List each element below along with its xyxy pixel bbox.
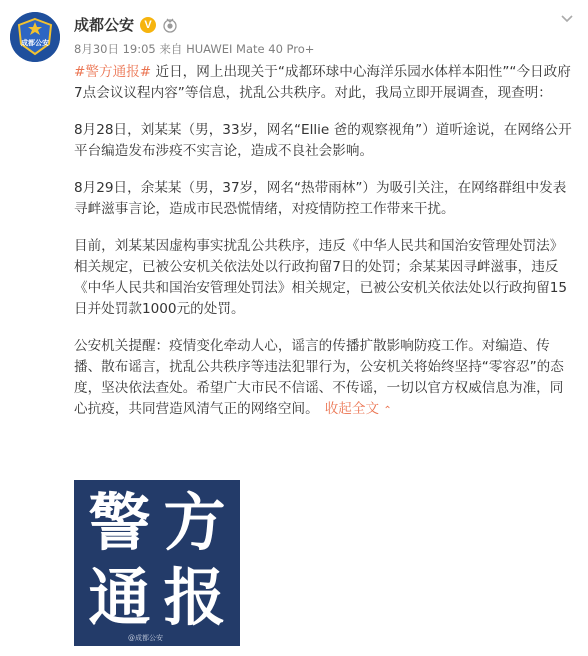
image-char: 警 (88, 486, 151, 559)
paragraph-1-text: 近日，网上出现关于“成都环球中心海洋乐园水体样本阳性”“今日政府7点会议议程内容”等信息，扰乱公共秩序。对此，我局立即开展调查，现查明： (74, 64, 571, 101)
image-char: 通 (88, 561, 151, 634)
image-char: 方 (163, 486, 226, 559)
verified-icon: V (140, 17, 156, 33)
account-name[interactable]: 成都公安 (74, 16, 135, 34)
medal-icon[interactable] (162, 17, 178, 33)
image-char: 报 (163, 561, 226, 634)
paragraph-5 (74, 336, 574, 421)
paragraph-2: 8月28日，刘某某（男，33岁，网名“Ellie 爸的观察视角”）道听途说，在网络公开平台编造发布涉疫不实言论，造成不良社会影响。 (74, 122, 572, 159)
avatar[interactable] (10, 12, 60, 62)
post-meta (74, 41, 314, 57)
police-badge-icon (10, 12, 60, 62)
collapse-label: 收起全文 (324, 401, 380, 417)
post-image[interactable] (74, 480, 240, 646)
paragraph-1 (74, 62, 574, 104)
image-watermark: @成都公安 (128, 634, 163, 642)
post-body (74, 62, 574, 437)
timestamp[interactable]: 8月30日 19:05 (74, 42, 156, 56)
device-label: HUAWEI Mate 40 Pro+ (186, 42, 315, 56)
paragraph-5-text: 公安机关提醒：疫情变化牵动人心，谣言的传播扩散影响防疫工作。对编造、传播、散布谣言，扰乱公共秩序等违法犯罪行为，公安机关将始终坚持“零容忍”的态度，坚决依法查处。希望广大市民不信谣、不传谣，一切以官方权威信息为准，同心抗疫，共同营造风清气正的网络空间。 (74, 338, 564, 417)
account-header (74, 14, 178, 35)
collapse-arrow-icon: ⌃ (383, 405, 392, 416)
paragraph-3: 8月29日，余某某（男，37岁，网名“热带雨林”）为吸引关注，在网络群组中发表寻衅滋事言论，造成市民恐慌情绪，对疫情防控工作带来干扰。 (74, 180, 567, 217)
topic-link[interactable]: #警方通报# (74, 64, 152, 80)
paragraph-4: 目前，刘某某因虚构事实扰乱公共秩序，违反《中华人民共和国治安管理处罚法》相关规定，已被公安机关依法处以行政拘留7日的处罚；余某某因寻衅滋事，违反《中华人民共和国治安管理处罚法》相关规定，已被公安机关依法处以行政拘留15日并处罚款1000元的处罚。 (74, 238, 568, 317)
collapse-button[interactable] (325, 401, 392, 417)
image-headline (82, 486, 232, 636)
avatar-text: 成都公安 (21, 39, 49, 47)
chevron-down-icon[interactable] (560, 12, 574, 28)
source-prefix: 来自 (159, 42, 183, 56)
